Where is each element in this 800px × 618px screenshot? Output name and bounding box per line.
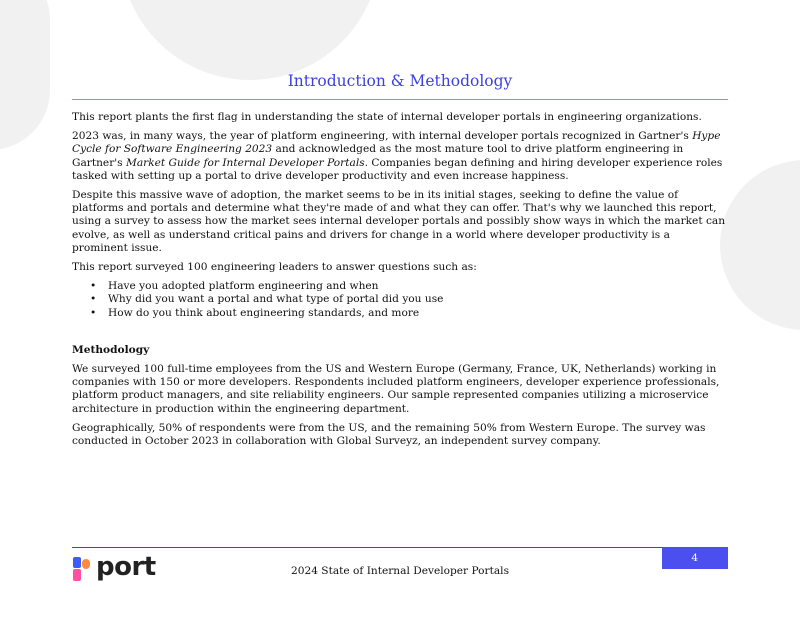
report-title: 2024 State of Internal Developer Portals [290,565,509,577]
logo-text: port [96,552,156,582]
question-list [72,280,728,320]
intro-p2-text-3: . Companies began defining and hiring developer experience roles tasked with setting up a portal to drive developer productivity and even increase happiness. [72,156,723,182]
list-item: • Have you adopted platform engineering and when [72,280,728,293]
methodology-heading: Methodology [72,343,150,356]
footer-divider [72,547,662,548]
title-divider [72,99,728,100]
methodology-paragraph-2: Geographically, 50% of respondents were from the US, and the remaining 50% from Western Europe. The survey was conducted in October 2023 in collaboration with Global Surveyz, an independent survey company. [72,421,706,448]
background-shape-right [720,160,800,330]
intro-paragraph-3: Despite this massive wave of adoption, the market seems to be in its initial stages, seeking to define the value of platforms and portals and determine what they're made of and what they can offer. That's why we launched this report, using a survey to assess how the market sees internal developer portals and possibly show ways in which the market can evolve, as well as understand critical pains and drivers for change in a world where developer productivity is a prominent issue. [72,189,726,254]
page-number-badge: 4 [662,547,728,569]
page-title: Introduction & Methodology [287,72,513,90]
intro-p2-text-2: and acknowledged as the most mature tool to drive platform engineering in Gartner's [72,143,684,169]
market-guide-reference: Market Guide for Internal Developer Portals [125,156,365,169]
hype-cycle-reference: Hype Cycle for Software Engineering 2023 [72,130,721,156]
intro-paragraph-4: This report surveyed 100 engineering leaders to answer questions such as: [72,261,477,274]
list-item: • How do you think about engineering standards, and more [72,307,728,320]
intro-paragraph-2 [72,130,728,183]
methodology-paragraph-1: We surveyed 100 full-time employees from the US and Western Europe (Germany, France, UK, Netherlands) working in companies with 150 or more developers. Respondents included platform engineers, developer experience professionals, platform product managers, and site reliability engineers. Our sample represented companies utilizing a microservice architecture in production within the engineering department. [72,363,720,415]
intro-p2-text-1: 2023 was, in many ways, the year of platform engineering, with internal developer portals recognized in Gartner's [72,130,693,143]
intro-paragraph-1: This report plants the first flag in understanding the state of internal developer portals in engineering organizations. [72,111,702,123]
list-item: • Why did you want a portal and what type of portal did you use [72,293,728,306]
background-shape-top [120,0,380,80]
page-body [72,111,728,454]
